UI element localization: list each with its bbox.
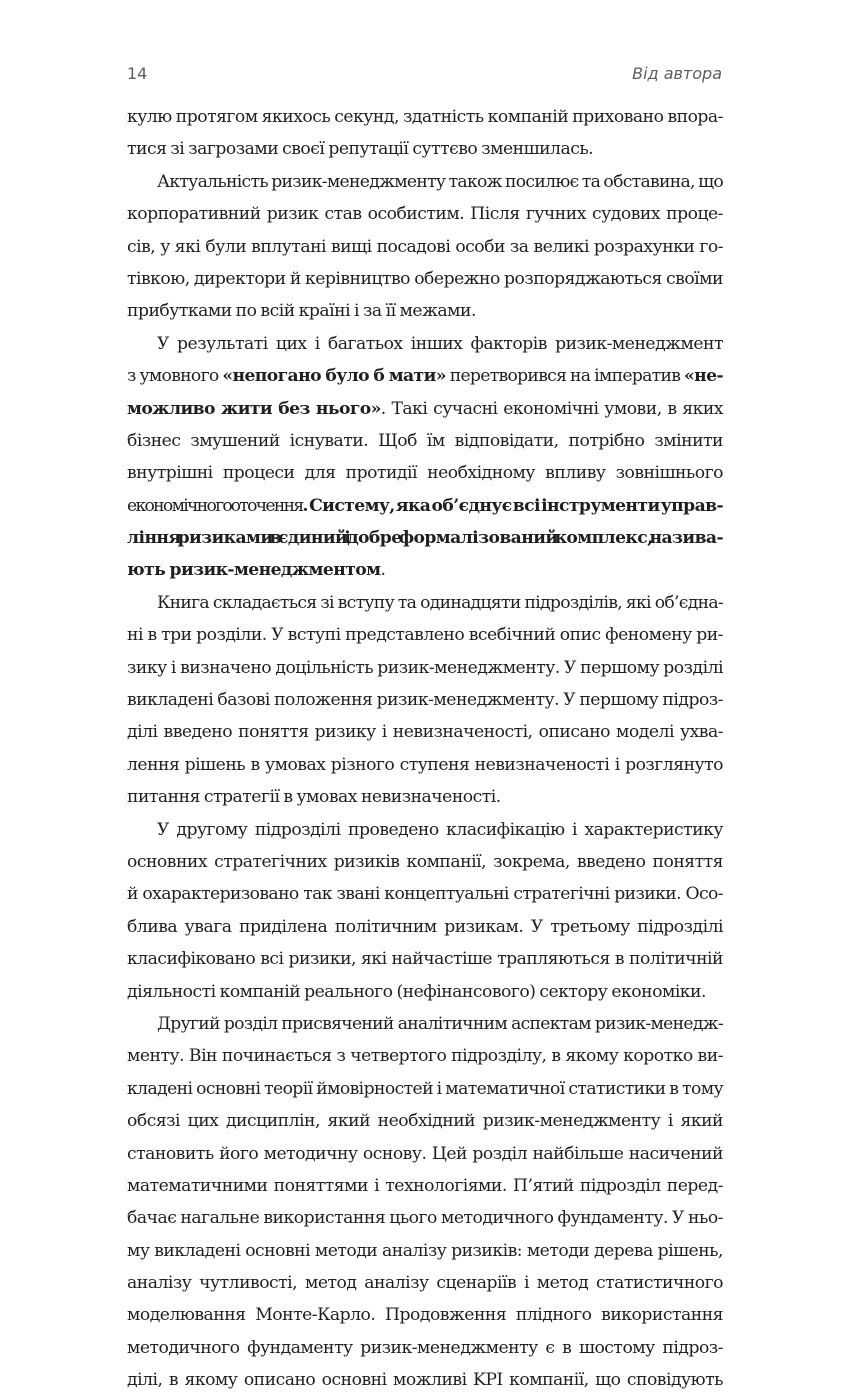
text-line: моделювання Монте-Карло. Продовження плідного використання	[127, 1305, 723, 1326]
bold-phrase: ють ризик-менеджментом	[127, 560, 381, 581]
page-number: 14	[127, 64, 148, 83]
text-line: питання стратегії в умовах невизначеності.	[127, 787, 501, 808]
text-line: діяльності компаній реального (нефінансового) сектору економіки.	[127, 981, 706, 1002]
text-line: внутрішні процеси для протидії необхідному впливу зовнішнього	[127, 463, 723, 484]
text-line: кладені основні теорії ймовірностей і математичної статистики в тому	[127, 1078, 723, 1099]
body-text	[127, 101, 723, 1397]
text-line: прибутками по всій країні і за її межами.	[127, 301, 476, 322]
running-header	[127, 64, 722, 88]
text-line: сів, у які були вплутані вищі посадові особи за великі розрахунки го-	[127, 236, 723, 257]
text-line: економічного оточення. Систему, яка об’єднує всі інструменти управ-	[127, 495, 723, 516]
text-line	[127, 522, 723, 554]
text-line: му викладені основні методи аналізу ризиків: методи дерева рішень,	[127, 1240, 723, 1261]
text-line: основних стратегічних ризиків компанії, зокрема, введено поняття	[127, 851, 723, 872]
text-line: методичного фундаменту ризик-менеджменту є в шостому підроз-	[127, 1337, 723, 1358]
text-line: бачає нагальне використання цього методичного фундаменту. У ньо-	[127, 1208, 723, 1229]
text-line: кулю протягом якихось секунд, здатність компаній приховано впора-	[127, 107, 723, 127]
text-line: У результаті цих і багатьох інших факторів ризик-менеджмент	[157, 333, 723, 354]
text-line: менту. Він починається з четвертого підрозділу, в якому коротко ви-	[127, 1046, 723, 1067]
text-line: У другому підрозділі проведено класифікацію і характеристику	[157, 819, 723, 840]
text-line: тівкою, директори й керівництво обережно розпоряджаються своїми	[127, 268, 723, 289]
text-line: корпоративний ризик став особистим. Після гучних судових проце-	[127, 204, 723, 225]
text-line: аналізу чутливості, метод аналізу сценаріїв і метод статистичного	[127, 1273, 723, 1294]
text-line: ні в три розділи. У вступі представлено всебічний опис феномену ри-	[127, 625, 723, 646]
bold-phrase: ління ризиками в єдиний і добре формалізований комплекс, назива-	[127, 528, 723, 549]
text-line: математичними поняттями і технологіями. П’ятий підрозділ перед-	[127, 1175, 723, 1196]
text-line: зику і визначено доцільність ризик-менеджменту. У першому розділі	[127, 657, 723, 678]
bold-phrase: можливо жити без нього»	[127, 398, 381, 419]
text-line: з умовного «непогано було б мати» перетворився на імператив «не-	[127, 366, 723, 387]
text-line: ділі, в якому описано основні можливі KPI компанії, що сповідують	[127, 1370, 723, 1391]
text-line: викладені базові положення ризик-менеджменту. У першому підроз-	[127, 690, 723, 711]
text-line: Актуальність ризик-менеджменту також посилює та обставина, що	[157, 171, 723, 192]
text-line: блива увага приділена політичним ризикам. У третьому підрозділі	[127, 916, 723, 937]
text-line: можливо жити без нього». Такі сучасні економічні умови, в яких	[127, 398, 723, 419]
text-line: Книга складається зі вступу та одинадцяти підрозділів, які об’єдна-	[157, 592, 723, 613]
text-line: класифіковано всі ризики, які найчастіше трапляються в політичній	[127, 949, 723, 970]
text-line: лення рішень в умовах різного ступеня невизначеності і розглянуто	[127, 754, 723, 775]
text-line: обсязі цих дисциплін, який необхідний ризик-менеджменту і який	[127, 1111, 723, 1132]
bold-phrase: . Систему, яка об’єднує всі інструменти управ-	[302, 495, 723, 516]
bold-phrase: «не-	[684, 366, 723, 387]
text-line: Другий розділ присвячений аналітичним аспектам ризик-менедж-	[157, 1013, 723, 1034]
text-line: бізнес змушений існувати. Щоб їм відповідати, потрібно змінити	[127, 430, 723, 451]
text-line: тися зі загрозами своєї репутації суттєво зменшилась.	[127, 139, 594, 160]
text-line: ділі введено поняття ризику і невизначеності, описано моделі ухва-	[127, 722, 723, 743]
section-title: Від автора	[632, 64, 722, 83]
bold-phrase: «непогано було б мати»	[222, 366, 446, 387]
text-line: й охарактеризовано так звані концептуальні стратегічні ризики. Осо-	[127, 884, 723, 905]
text-line: становить його методичну основу. Цей розділ найбільше насичений	[127, 1143, 723, 1164]
text-line: ють ризик-менеджментом.	[127, 560, 386, 581]
